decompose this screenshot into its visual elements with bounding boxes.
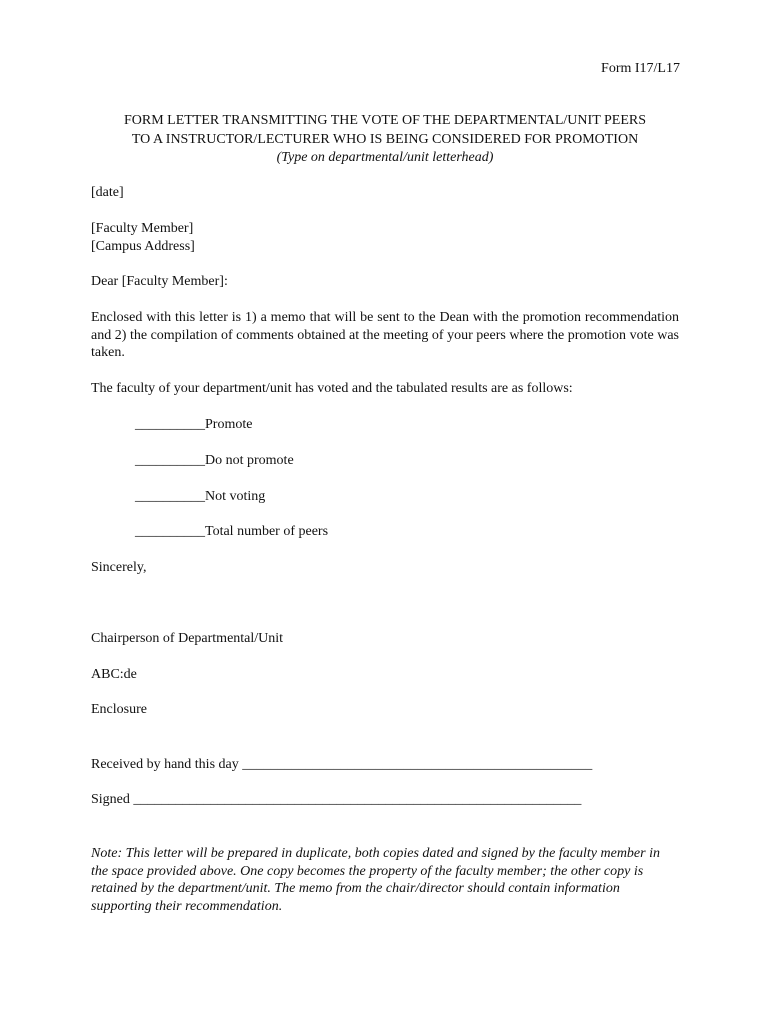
tally-blank: __________ [135,524,205,539]
tally-label: Promote [205,417,253,432]
tally-row-do-not-promote [135,452,294,470]
signed-line: Signed ________________________________________________________________ [91,792,582,807]
tally-blank: __________ [135,417,205,432]
reference-initials: ABC:de [91,667,137,682]
results-intro: The faculty of your department/unit has voted and the tabulated results are as follows: [91,381,573,396]
letterhead-instruction: (Type on departmental/unit letterhead) [276,150,494,165]
signatory-title: Chairperson of Departmental/Unit [91,631,284,646]
tally-row-promote [135,416,252,434]
body-paragraph: Enclosed with this letter is 1) a memo that will be sent to the Dean with the promotion recommendation and 2) the compilation of comments obtained at the meeting of your peers where the promotion vote was taken. [91,310,679,360]
recipient-address: [Campus Address] [91,239,195,254]
tally-blank: __________ [135,453,205,468]
closing: Sincerely, [91,560,147,575]
heading-line-2: TO A INSTRUCTOR/LECTURER WHO IS BEING CONSIDERED FOR PROMOTION [131,132,639,147]
tally-row-not-voting [135,488,265,506]
tally-row-total-peers [135,523,328,541]
received-by-hand-line: Received by hand this day __________________________________________________ [91,757,593,772]
tally-label: Do not promote [205,453,294,468]
date-placeholder: [date] [91,185,124,200]
form-id: Form I17/L17 [601,61,680,76]
heading-line-1: FORM LETTER TRANSMITTING THE VOTE OF THE DEPARTMENTAL/UNIT PEERS [123,113,647,128]
tally-blank: __________ [135,489,205,504]
tally-label: Not voting [205,489,266,504]
note-paragraph: Note: This letter will be prepared in duplicate, both copies dated and signed by the faculty member in the space provided above. One copy becomes the property of the faculty member; the other copy is retained by the department/unit. The memo from the chair/director should contain information supporting their recommendation. [91,846,660,914]
tally-label: Total number of peers [205,524,329,539]
enclosure-notation: Enclosure [91,702,147,717]
salutation: Dear [Faculty Member]: [91,274,228,289]
recipient-name: [Faculty Member] [91,221,194,236]
